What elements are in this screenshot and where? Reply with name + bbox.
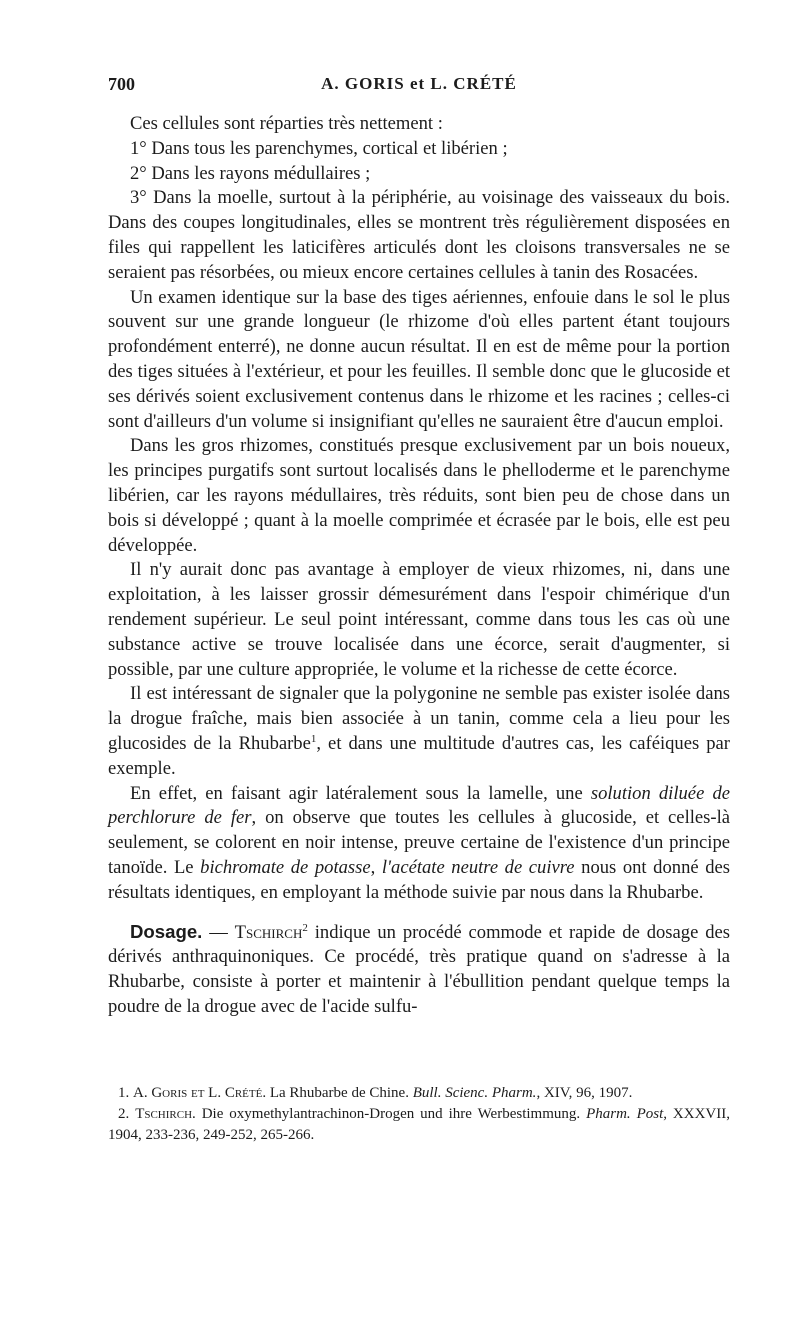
text: , on observe que toutes les cellules à glucoside, et celles-là seulement, se colorent en noir intense, preuve certaine de l'existence d'un principe tanoïde. Le	[108, 807, 730, 878]
list-item: 1° Dans tous les parenchymes, cortical et libérien ;	[130, 137, 508, 159]
italic-term: solution diluée de perchlorure de fer	[108, 782, 730, 829]
journal-name: Bull. Scienc. Pharm.	[412, 1085, 537, 1101]
paragraph	[108, 782, 730, 906]
text: Il est intéressant de signaler que la polygonine ne semble pas exister isolée dans la drogue fraîche, mais bien associée à un tanin, comme cela a lieu pour les glucosides de la Rhubarbe	[108, 683, 730, 754]
footnote-number: 2.	[118, 1106, 130, 1122]
footnote-ref-details: , XXXVII, 1904, 233-236, 249-252, 265-266.	[108, 1106, 731, 1143]
paragraph: Dans les gros rhizomes, constitués presque exclusivement par un bois noueux, les principes purgatifs sont surtout localisés dans le phelloderme et le parenchyme libérien, car les rayons médullaires, très réduits, sont bien peu de chose dans un bois si développé ; quant à la moelle comprimée et écrasée par le bois, elle est peu développée.	[108, 435, 730, 556]
footnote-number: 1.	[118, 1085, 130, 1101]
paragraph	[108, 682, 730, 781]
paragraph: Un examen identique sur la base des tiges aériennes, enfouie dans le sol le plus souvent sur une grande longueur (le rhizome d'où elles partent étant toujours profondément enterré), ne donne aucun résultat. Il en est de même pour la portion des tiges situées à l'extérieur, et pour les feuilles. Il semble donc que le glucoside et ses dérivés soient exclusivement contenus dans le rhizome et les racines ; celles-ci sont d'ailleurs d'un volume si insignifiant qu'elles ne sauraient être d'aucun emploi.	[108, 286, 730, 432]
list-item: 3° Dans la moelle, surtout à la périphérie, au voisinage des vaisseaux du bois. Dans des coupes longitudinales, elles se montrent très régulièrement disposées en files qui rappellent les laticifères articulés dont les cloisons transversales ne se seraient pas résorbées, ou mieux encore certaines cellules à tanin des Rosacées.	[108, 187, 730, 283]
italic-term: bichromate de potasse	[200, 856, 371, 878]
dosage-section	[108, 920, 730, 1020]
body-text	[108, 112, 730, 1020]
footnotes	[108, 1083, 730, 1146]
footnote-ref-details: , XIV, 96, 1907.	[536, 1085, 633, 1101]
footnote-authors: A. Goris et L. Crété.	[133, 1085, 267, 1101]
list-item: 2° Dans les rayons médullaires ;	[130, 162, 371, 184]
footnote-ref: 2	[302, 921, 308, 934]
footnote-ref: 1	[310, 732, 317, 745]
paragraph: Ces cellules sont réparties très nettement :	[130, 113, 443, 134]
text: indique un procédé commode et rapide de dosage des dérivés anthraquinoniques. Ce procédé, très pratique quand on s'adresse à la Rhubarbe, consiste à porter et maintenir à l'ébullition pendant quelque temps la poudre de la drogue avec de l'acide sulfu-	[108, 921, 730, 1017]
text: nous ont donné des résultats identiques, en employant la méthode suivie par nous dans la Rhubarbe.	[108, 856, 730, 903]
dash: —	[209, 921, 228, 943]
text: , et dans une multitude d'autres cas, les caféiques par exemple.	[108, 732, 730, 779]
italic-term: l'acétate neutre de cuivre	[381, 856, 575, 878]
author-name: Tschirch	[234, 921, 303, 943]
running-title: A. GORIS et L. CRÉTÉ	[321, 74, 517, 93]
text: En effet, en faisant agir latéralement sous la lamelle, une	[130, 782, 583, 804]
journal-name: Pharm. Post	[586, 1106, 664, 1122]
paragraph: Il n'y aurait donc pas avantage à employer de vieux rhizomes, ni, dans une exploitation, à les laisser grossir démesurément dans l'espoir chimérique d'un rendement supérieur. Le seul point intéressant, comme dans tous les cas où une substance active se trouve localisée dans une écorce, serait d'augmenter, si possible, par une culture appropriée, le volume et la richesse de cette écorce.	[108, 559, 730, 680]
text: ,	[370, 856, 376, 878]
page-number: 700	[108, 74, 135, 94]
page-header	[108, 74, 730, 98]
footnote	[108, 1104, 730, 1146]
footnote-text: Die oxymethylantrachinon-Drogen und ihre Werbestimmung.	[201, 1106, 581, 1122]
footnote	[108, 1083, 730, 1104]
footnote-authors: Tschirch.	[135, 1106, 196, 1122]
footnote-text: La Rhubarbe de Chine.	[269, 1085, 409, 1101]
section-title: Dosage.	[130, 920, 203, 942]
